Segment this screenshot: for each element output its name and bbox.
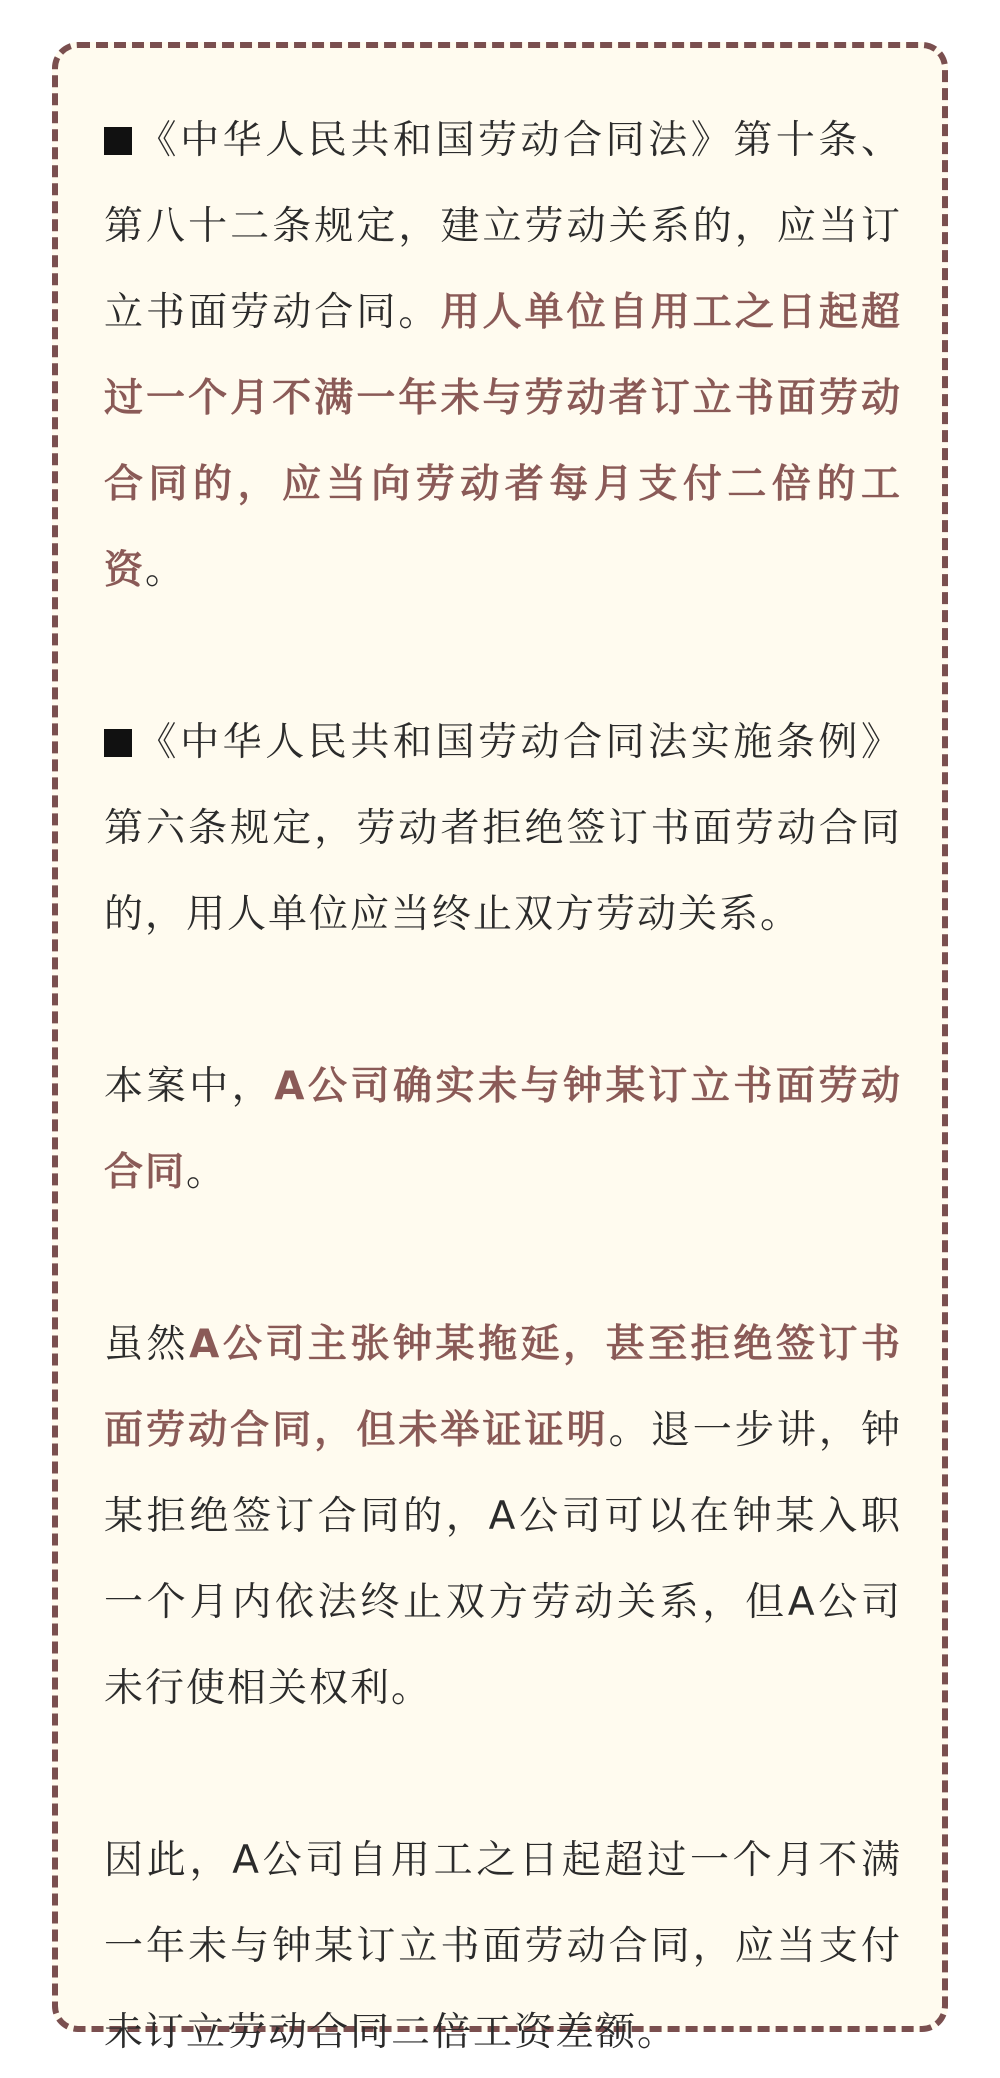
paragraph-labor-contract-law: [104, 98, 902, 614]
article-card: [52, 42, 948, 2055]
text-run: 因此，A公司自用工之日起超过一个月不满一年未与钟某订立书面劳动合同，应当支付未订立劳动合同二倍工资差额。: [104, 1838, 902, 2055]
text-run: 。: [186, 1150, 228, 1195]
black-square-icon: [104, 127, 132, 155]
text-run: 。退一步讲，钟某拒绝签订合同的，A公司可以在钟某入职一个月内依法终止双方劳动关系，但A公司未行使相关权利。: [104, 1408, 902, 1711]
text-run: 本案中，: [104, 1064, 275, 1109]
paragraph-case-finding: [104, 1044, 902, 1216]
highlighted-text-run: 用人单位自用工之日起超过一个月不满一年未与劳动者订立书面劳动合同的，应当向劳动者每月支付二倍的工资: [104, 290, 902, 593]
text-run: 虽然: [104, 1322, 190, 1367]
paragraph-conclusion: [104, 1818, 902, 2076]
paragraph-company-claim: [104, 1302, 902, 1732]
text-run: 。: [145, 548, 187, 593]
text-run: 《中华人民共和国劳动合同法》第十条、第八十二条规定，建立劳动关系的，应当订立书面劳动合同。: [104, 118, 902, 335]
highlighted-text-run: A公司确实未与钟某订立书面劳动合同: [104, 1064, 902, 1195]
text-run: 《中华人民共和国劳动合同法实施条例》第六条规定，劳动者拒绝签订书面劳动合同的，用人单位应当终止双方劳动关系。: [104, 720, 902, 937]
paragraph-implementing-regulations: [104, 700, 902, 958]
black-square-icon: [104, 729, 132, 757]
highlighted-text-run: A公司主张钟某拖延，甚至拒绝签订书面劳动合同，但未举证证明: [104, 1322, 902, 1453]
